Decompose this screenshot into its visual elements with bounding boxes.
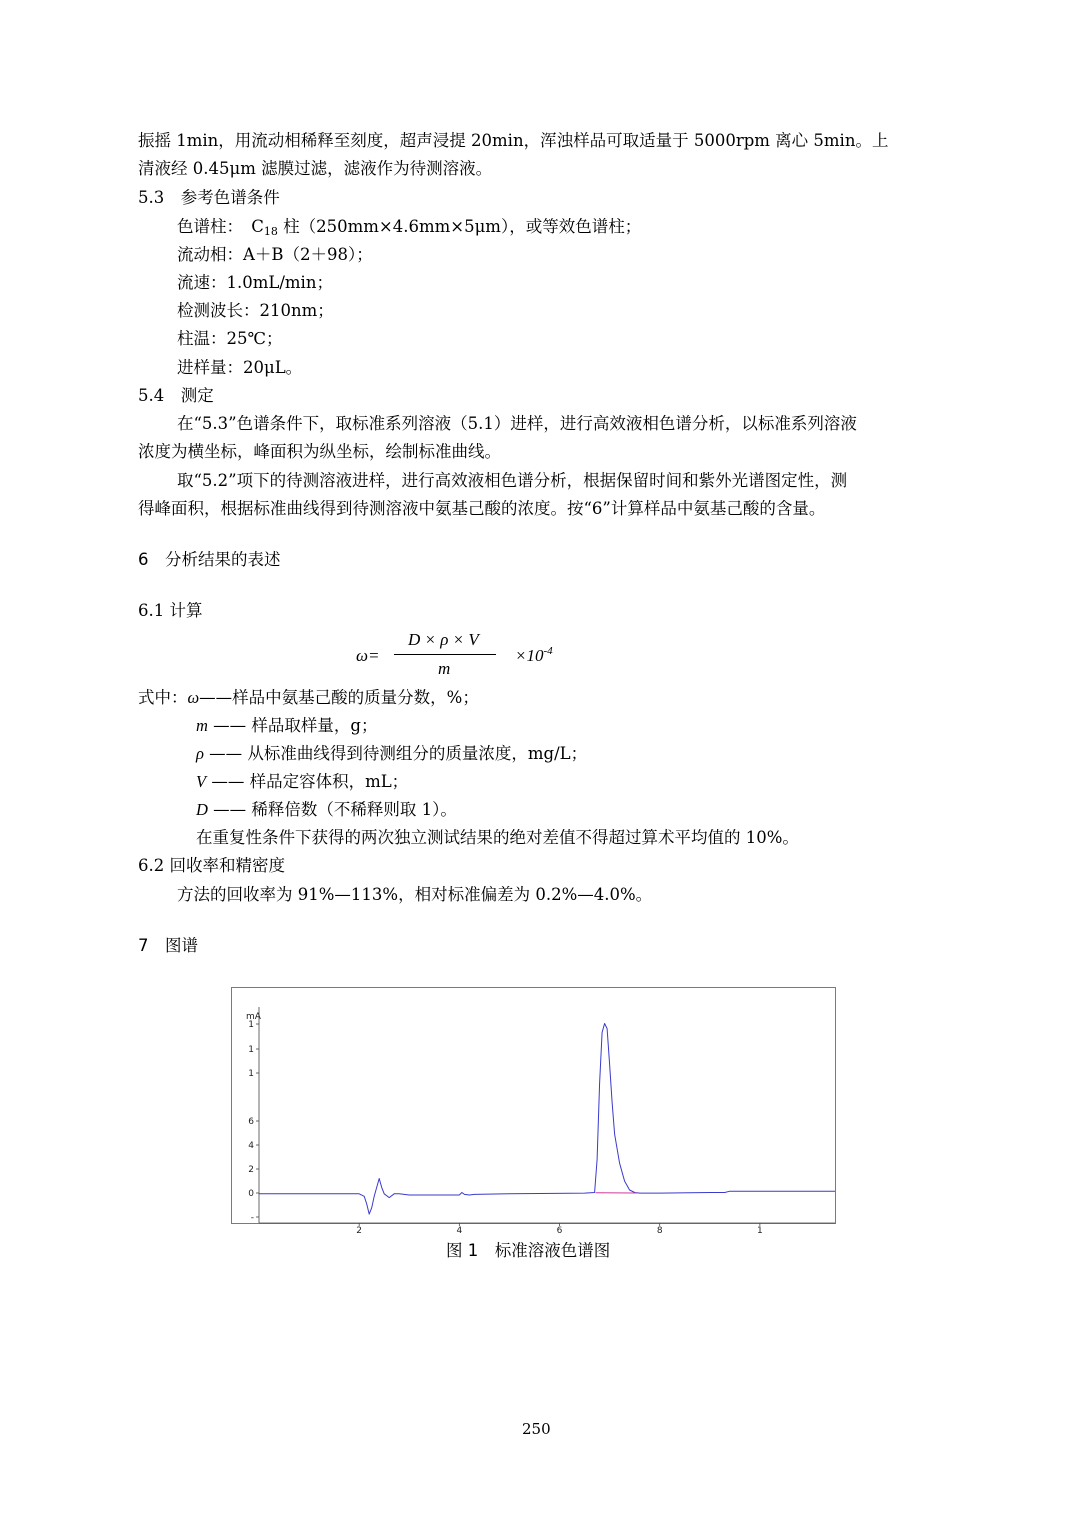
section-heading-7: 7 图谱: [138, 936, 198, 955]
condition-column-subscript: 18: [263, 225, 278, 238]
variable-rho: [196, 743, 587, 765]
figure-title: 标准溶液色谱图: [494, 1241, 611, 1260]
x-tick-label: 4: [456, 1226, 463, 1236]
para-line: 清液经 0.45μm 滤膜过滤，滤液作为待测溶液。: [138, 159, 493, 178]
symbol-d: D: [196, 800, 208, 819]
variable-m-desc: —— 样品取样量，g；: [207, 716, 378, 735]
y-tick-label: 1: [248, 1069, 254, 1079]
section-heading-5-4: 5.4 测定: [138, 386, 214, 405]
para-line: 在“5.3”色谱条件下，取标准系列溶液（5.1）进样，进行高效液相色谱分析，以标准系列溶液: [177, 414, 857, 433]
chart-frame: [232, 988, 836, 1224]
repeatability-note: 在重复性条件下获得的两次独立测试结果的绝对差值不得超过算术平均值的 10%。: [196, 828, 799, 847]
variable-d-desc: —— 稀释倍数（不稀释则取 1）。: [207, 800, 457, 819]
figure-caption: [446, 1240, 610, 1262]
variable-m: [196, 715, 377, 737]
formula-lhs: ω=: [356, 646, 380, 665]
fraction-bar: [394, 654, 496, 655]
condition-column-label: 色谱柱： C: [177, 217, 264, 236]
x-tick-label: 8: [656, 1226, 663, 1236]
formula-factor: [515, 646, 553, 666]
section-heading-6-1: 6.1 计算: [138, 601, 203, 620]
y-tick-label: 1: [248, 1045, 254, 1055]
y-tick-label: 1: [248, 1020, 254, 1030]
section-heading-6-2: 6.2 回收率和精密度: [138, 856, 285, 875]
x-tick-label: 1: [757, 1226, 763, 1236]
section-heading-6: 6 分析结果的表述: [138, 550, 281, 569]
recovery-note: 方法的回收率为 91%—113%，相对标准偏差为 0.2%—4.0%。: [177, 885, 653, 904]
chromatogram-chart: [231, 987, 837, 1236]
para-line: 取“5.2”项下的待测溶液进样，进行高效液相色谱分析，根据保留时间和紫外光谱图定性，测: [177, 471, 848, 490]
symbol-rho: ρ: [196, 744, 204, 763]
formula-exponent: -4: [543, 645, 553, 657]
formula-denominator: m: [438, 659, 451, 678]
variable-rho-desc: —— 从标准曲线得到待测组分的质量浓度，mg/L；: [203, 744, 588, 763]
y-tick-label: 6: [248, 1117, 254, 1127]
x-tick-label: 6: [556, 1226, 563, 1236]
where-prefix: 式中：: [138, 688, 188, 707]
symbol-omega: ω: [187, 688, 200, 707]
condition-wavelength: 检测波长：210nm；: [177, 301, 334, 320]
variable-omega-desc: ——样品中氨基己酸的质量分数，%；: [199, 688, 479, 707]
formula-numerator: D × ρ × V: [408, 630, 479, 649]
condition-column: [177, 216, 641, 238]
symbol-m: m: [196, 716, 208, 735]
variable-d: [196, 799, 457, 821]
y-tick-label: -: [250, 1213, 254, 1223]
formula-factor-base: ×10: [515, 646, 544, 665]
y-tick-label: 0: [248, 1189, 254, 1199]
condition-flow-rate: 流速：1.0mL/min；: [177, 273, 333, 292]
y-tick-label: 2: [248, 1165, 254, 1175]
condition-column-temp: 柱温：25℃；: [177, 329, 283, 348]
variable-v-desc: —— 样品定容体积，mL；: [206, 772, 409, 791]
para-line: 振摇 1min，用流动相稀释至刻度，超声浸提 20min，浑浊样品可取适量于 5000rpm 离心 5min。上: [138, 131, 889, 150]
section-heading-5-3: 5.3 参考色谱条件: [138, 188, 280, 207]
page-number: 250: [522, 1420, 551, 1438]
condition-injection-volume: 进样量：20μL。: [177, 358, 303, 377]
variable-v: [196, 771, 408, 793]
variable-omega: [138, 687, 479, 709]
formula: [330, 626, 630, 686]
figure-label: 图 1: [446, 1241, 479, 1260]
para-line: 得峰面积，根据标准曲线得到待测溶液中氨基己酸的浓度。按“6”计算样品中氨基己酸的含量。: [138, 499, 826, 518]
condition-column-spec: 柱（250mm×4.6mm×5μm），或等效色谱柱；: [277, 217, 642, 236]
x-tick-label: 2: [356, 1226, 363, 1236]
condition-mobile-phase: 流动相：A＋B（2＋98）；: [177, 245, 373, 264]
y-axis-label: mA: [246, 1012, 261, 1022]
y-tick-label: 4: [248, 1141, 254, 1151]
symbol-v: V: [196, 772, 207, 791]
para-line: 浓度为横坐标，峰面积为纵坐标，绘制标准曲线。: [138, 442, 501, 461]
